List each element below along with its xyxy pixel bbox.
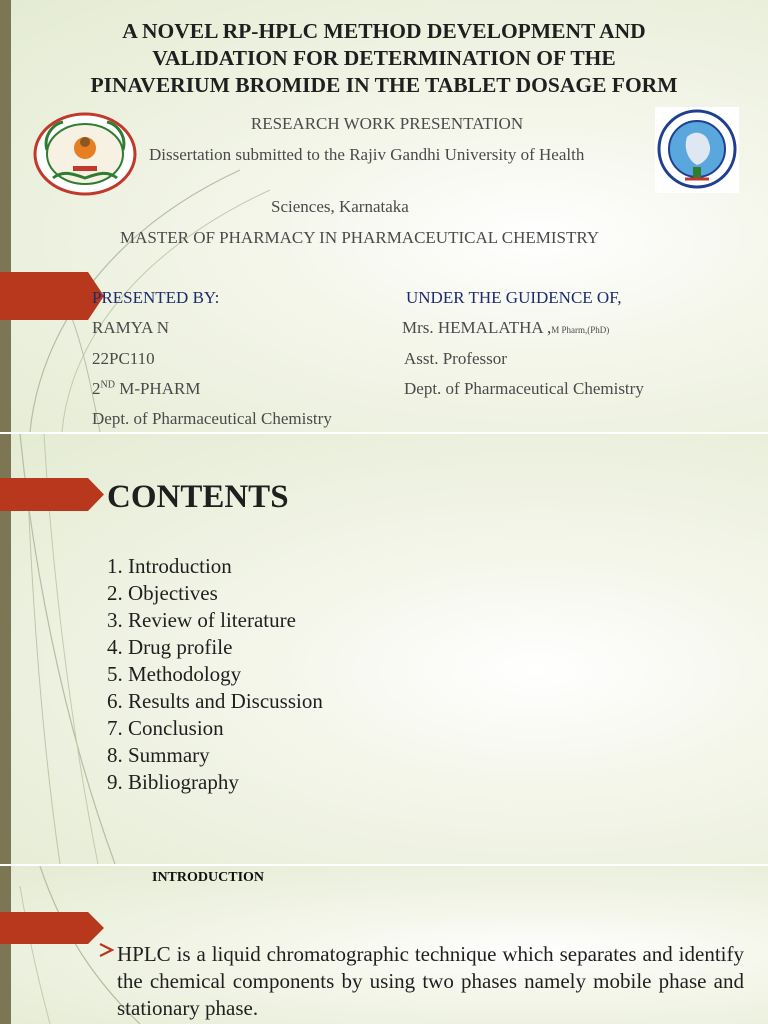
slide-title [0, 0, 768, 432]
contents-list [107, 553, 323, 796]
guide-designation: Asst. Professor [404, 349, 507, 368]
guide-name-text: Mrs. HEMALATHA , [402, 318, 552, 337]
slide-introduction [0, 866, 768, 1024]
arrow-bullet-icon [97, 940, 117, 960]
student-dept: Dept. of Pharmaceutical Chemistry [92, 409, 332, 428]
introduction-heading: INTRODUCTION [152, 870, 265, 885]
presentation-title: A NOVEL RP-HPLC METHOD DEVELOPMENT AND VALIDATION FOR DETERMINATION OF THE PINAVERIUM BROMIDE IN THE TABLET DOSAGE FORM [90, 19, 678, 97]
year-number: 2 [92, 379, 101, 398]
slide-contents [0, 434, 768, 864]
dissertation-line-2: Sciences, Karnataka [271, 197, 409, 216]
list-item: 7. Conclusion [107, 716, 224, 740]
presented-by-heading: PRESENTED BY: [92, 288, 220, 307]
student-name: RAMYA N [92, 318, 169, 337]
red-tab-marker [0, 272, 104, 320]
list-item: 8. Summary [107, 743, 210, 767]
guide-heading: UNDER THE GUIDENCE OF, [406, 288, 622, 307]
year-program: M-PHARM [114, 379, 201, 398]
red-tab-marker [0, 912, 104, 960]
list-item: 2. Objectives [107, 581, 218, 605]
list-item: 1. Introduction [107, 554, 232, 578]
student-year [92, 379, 200, 399]
presentation-subtitle: RESEARCH WORK PRESENTATION [250, 114, 524, 133]
student-roll: 22PC110 [92, 349, 155, 368]
guide-qualification: M Pharm,(PhD) [551, 325, 610, 335]
guide-name [402, 318, 609, 338]
red-tab-marker [0, 478, 104, 526]
guide-dept: Dept. of Pharmaceutical Chemistry [404, 379, 644, 398]
list-item: 5. Methodology [107, 662, 242, 686]
list-item: 6. Results and Discussion [107, 689, 323, 713]
degree-line: MASTER OF PHARMACY IN PHARMACEUTICAL CHEMISTRY [120, 228, 600, 247]
list-item: 4. Drug profile [107, 635, 233, 659]
contents-title: CONTENTS [107, 479, 289, 515]
list-item: 9. Bibliography [107, 770, 239, 794]
year-superscript: ND [100, 379, 115, 391]
introduction-paragraph: HPLC is a liquid chromatographic technique which separates and identify the chemical components by using two phases namely mobile phase and stationary phase. [117, 942, 744, 1020]
dissertation-line-1: Dissertation submitted to the Rajiv Gandhi University of Health [149, 145, 585, 164]
list-item: 3. Review of literature [107, 608, 296, 632]
